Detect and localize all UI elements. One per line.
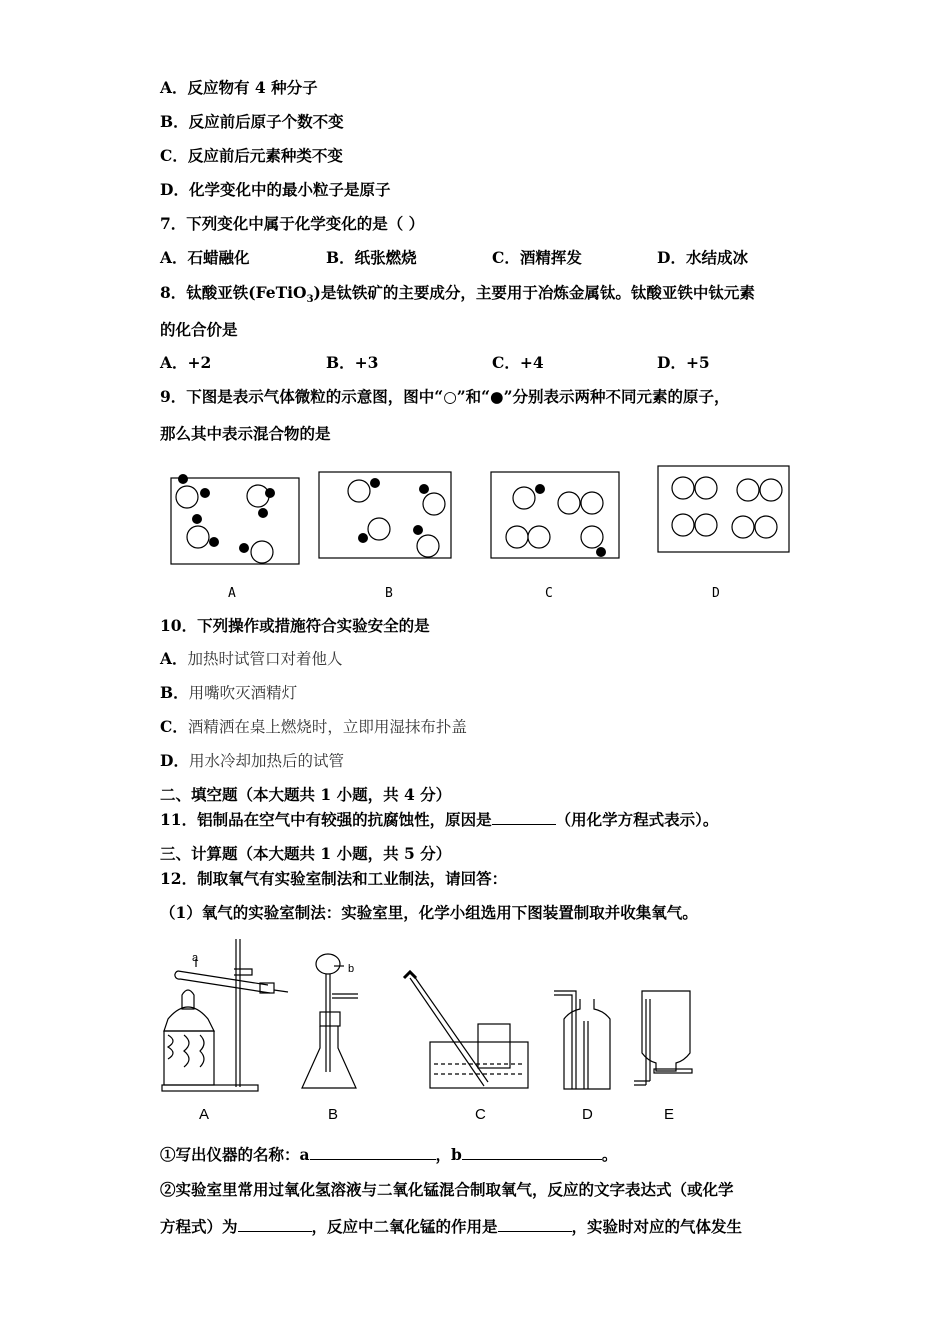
q10-option-b <box>160 683 297 703</box>
apparatus-a-heating-setup <box>160 935 290 1095</box>
q12-sub1 <box>160 1145 617 1165</box>
q8-option-d: D．+5 <box>657 353 710 372</box>
particle-diagram-b <box>318 468 454 562</box>
q12-sub2-p1: 方程式）为 <box>160 1217 238 1236</box>
q12-blank-mno2-role[interactable] <box>498 1217 572 1232</box>
q7-option-a: A．石蜡融化 <box>160 248 250 267</box>
q8-option-a: A．+2 <box>160 353 212 372</box>
q11-answer-blank[interactable] <box>492 810 556 825</box>
q10-option-d <box>160 751 344 771</box>
section-heading-calculation: 三、计算题（本大题共 1 小题，共 5 分） <box>160 844 452 863</box>
q10-option-a-text: 加热时试管口对着他人 <box>187 650 343 668</box>
q10-option-c-label: C． <box>160 717 188 736</box>
q10-option-d-label: D． <box>160 751 189 770</box>
q8-stem-suffix: )是钛铁矿的主要成分，主要用于冶炼金属钛。钛酸亚铁中钛元素 <box>313 283 755 302</box>
q12-sub2-p2: ，反应中二氧化锰的作用是 <box>311 1217 498 1236</box>
apparatus-caption-c: C <box>475 1106 486 1123</box>
q6-option-a: A．反应物有 4 种分子 <box>160 78 318 97</box>
apparatus-label-a: a <box>192 952 199 964</box>
apparatus-d-collection-bottle <box>552 985 622 1093</box>
diagram-label-d: D <box>712 586 720 601</box>
q8-stem-prefix: 8．钛酸亚铁(FeTiO <box>160 283 307 302</box>
q7-option-b: B．纸张燃烧 <box>326 248 417 267</box>
q12-sub1-mid: ，b <box>435 1145 462 1164</box>
q8-stem-line2: 的化合价是 <box>160 320 238 339</box>
q12-blank-equation[interactable] <box>238 1217 312 1232</box>
q8-stem-subscript: 3 <box>306 294 314 306</box>
q12-sub1-end: 。 <box>601 1145 618 1164</box>
q8-stem <box>160 283 755 310</box>
particle-diagram-d <box>656 464 794 556</box>
q10-option-a-label: A． <box>160 649 188 668</box>
q11-prefix: 11．铝制品在空气中有较强的抗腐蚀性，原因是 <box>160 810 492 829</box>
apparatus-caption-e: E <box>664 1106 675 1123</box>
apparatus-e-inverted-bottle <box>632 985 696 1093</box>
q10-option-b-text: 用嘴吹灭酒精灯 <box>188 684 298 702</box>
q10-stem: 10．下列操作或措施符合实验安全的是 <box>160 616 430 635</box>
q12-sub1-prefix: ①写出仪器的名称：a <box>160 1145 310 1164</box>
q12-sub2-p3: ，实验时对应的气体发生 <box>571 1217 743 1236</box>
q7-stem: 7．下列变化中属于化学变化的是（ ） <box>160 214 425 233</box>
q10-option-a <box>160 649 343 669</box>
q6-option-b: B．反应前后原子个数不变 <box>160 112 344 131</box>
q8-option-b: B．+3 <box>326 353 379 372</box>
apparatus-caption-b: B <box>328 1106 339 1123</box>
diagram-label-c: C <box>545 586 553 601</box>
q12-part1: （1）氧气的实验室制法：实验室里，化学小组选用下图装置制取并收集氧气。 <box>160 903 698 922</box>
particle-diagram-c <box>490 470 622 562</box>
q12-blank-a[interactable] <box>310 1145 436 1160</box>
particle-diagram-a <box>170 462 302 568</box>
q10-option-c-text: 酒精洒在桌上燃烧时，立即用湿抹布扑盖 <box>187 718 467 736</box>
diagram-label-b: B <box>385 586 393 601</box>
q11-suffix: （用化学方程式表示）。 <box>555 810 719 829</box>
q7-option-c: C．酒精挥发 <box>492 248 582 267</box>
apparatus-caption-d: D <box>582 1106 593 1123</box>
q11 <box>160 810 718 830</box>
q12-sub2-line2 <box>160 1217 742 1237</box>
q6-option-c: C．反应前后元素种类不变 <box>160 146 343 165</box>
apparatus-b-flask <box>298 950 378 1096</box>
diagram-label-a: A <box>228 586 236 601</box>
apparatus-caption-a: A <box>199 1106 210 1123</box>
q6-option-d: D．化学变化中的最小粒子是原子 <box>160 180 391 199</box>
q12-stem: 12．制取氧气有实验室制法和工业制法，请回答： <box>160 869 508 888</box>
q10-option-b-label: B． <box>160 683 189 702</box>
apparatus-label-b: b <box>348 963 355 975</box>
q10-option-c <box>160 717 467 737</box>
q12-blank-b[interactable] <box>462 1145 602 1160</box>
q12-sub2-line1: ②实验室里常用过氧化氢溶液与二氧化锰混合制取氧气，反应的文字表达式（或化学 <box>160 1180 734 1199</box>
apparatus-c-water-trough <box>400 960 530 1096</box>
q9-stem-line2: 那么其中表示混合物的是 <box>160 424 331 443</box>
q9-stem-line1: 9．下图是表示气体微粒的示意图，图中“○”和“●”分别表示两种不同元素的原子， <box>160 387 730 406</box>
section-heading-fill-in: 二、填空题（本大题共 1 小题，共 4 分） <box>160 785 452 804</box>
q8-option-c: C．+4 <box>492 353 544 372</box>
q10-option-d-text: 用水冷却加热后的试管 <box>188 752 344 770</box>
q7-option-d: D．水结成冰 <box>657 248 748 267</box>
